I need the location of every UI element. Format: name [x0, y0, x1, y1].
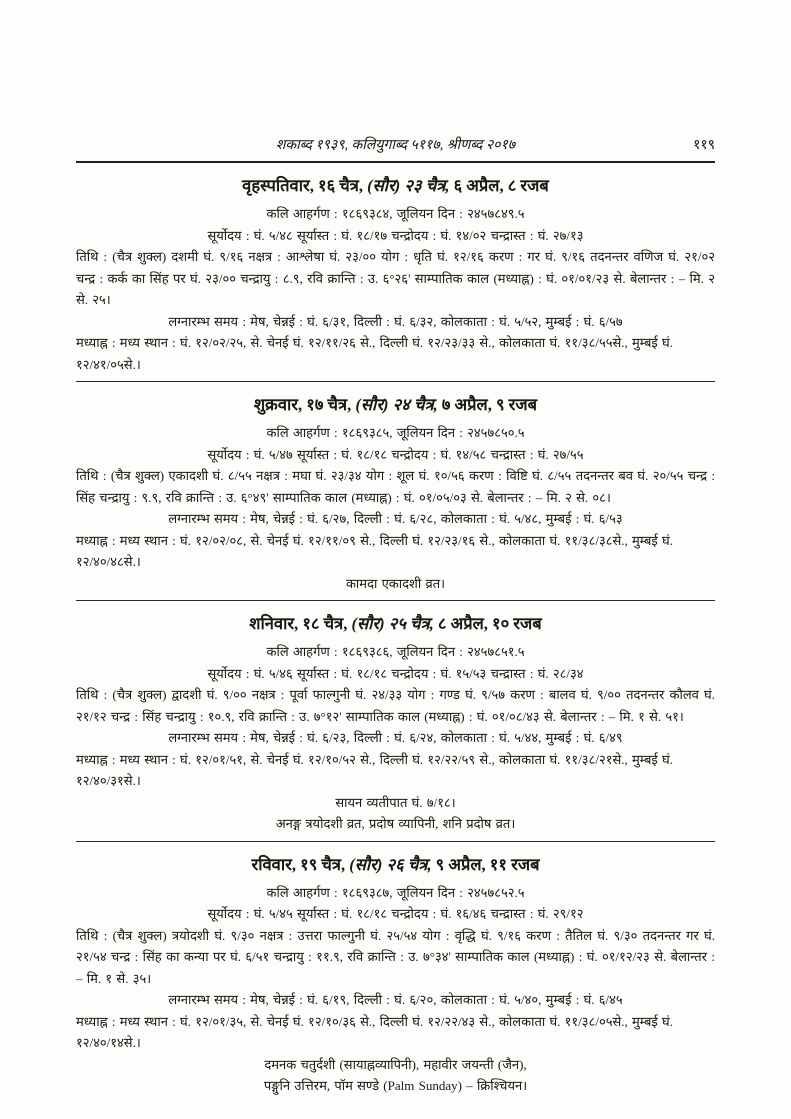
day-heading-solar-date: (सौर) २४ चैत्र,: [355, 395, 438, 414]
festival-note-line: पङ्गुनि उत्तिरम, पॉम सण्डे (Palm Sunday) – क्रिश्चियन।: [263, 1078, 528, 1093]
lagna-start-times-line: लग्नारम्भ समय : मेष, चेन्नई : घं. ६/२७, दिल्ली : घं. ६/२८, कोलकाता : घं. ५/४८, मुम्बई : घं. ६/५३: [168, 511, 623, 526]
lagna-start-times-line: लग्नारम्भ समय : मेष, चेन्नई : घं. ६/१९, दिल्ली : घं. ६/२०, कोलकाता : घं. ५/४०, मुम्बई : घं. ६/४५: [168, 992, 623, 1007]
day-heading: [76, 393, 715, 417]
day-heading-gregorian-hijri-date: ८ अप्रैल, १० रजब: [433, 614, 542, 633]
kali-ahargana-julian-line: कलि आहर्गण : १८६९३८५, जूलियन दिन : २४५७८५०.५: [266, 425, 525, 440]
tithi-nakshatra-yoga-karana-line: तिथि : (चैत्र शुक्ल) द्वादशी घं. ९/०० नक्षत्र : पूर्वा फाल्गुनी घं. २४/३३ योग : गण्ड घं. ९/५७ करण : बालव घं. ९/०० तदनन्तर कौलव घं. २१/१२ चन्द्र : सिंह चन्द्रायु : १०.९, रवि क्रान्ति : उ. ७°१२' साम्पातिक काल (मध्याह्न) : घं. ०१/०८/४३ से. बेलान्तर : – मि. १ से. ५१।: [76, 687, 715, 724]
day-heading: [76, 853, 715, 877]
day-heading-solar-date: (सौर) २६ चैत्र,: [349, 854, 432, 874]
day-section-saturday: [76, 612, 715, 835]
festival-note-line: कामदा एकादशी व्रत।: [345, 575, 446, 591]
section-divider: [76, 381, 715, 382]
sun-moon-times-line: सूर्योदय : घं. ५/४८ सूर्यास्त : घं. १८/१७ चन्द्रोदय : घं. १४/०२ चन्द्रास्त : घं. २७/१३: [207, 227, 584, 243]
section-divider: [76, 841, 715, 842]
day-heading-lunar-date: रविवार, १९ चैत्र,: [251, 854, 350, 874]
festival-note-line: अनङ्ग त्रयोदशी व्रत, प्रदोष व्यापिनी, शनि प्रदोष व्रत।: [275, 816, 516, 831]
tithi-nakshatra-yoga-karana-line: तिथि : (चैत्र शुक्ल) दशमी घं. ९/१६ नक्षत्र : आश्लेषा घं. २३/०० योग : धृति घं. १२/१६ करण : गर घं. ९/१६ तदनन्तर वणिज घं. २१/०२ चन्द्र : कर्क का सिंह पर घं. २३/०० चन्द्रायु : ८.९, रवि क्रान्ति : उ. ६°२६' साम्पातिक काल (मध्याह्न) : घं. ०१/०१/२३ से. बेलान्तर : – मि. २ से. २५।: [76, 249, 715, 307]
day-section-thursday: [76, 174, 715, 375]
madhyahna-times-line: मध्याह्न : मध्य स्थान : घं. १२/०२/०८, से. चेनई घं. १२/११/०९ से., दिल्ली घं. १२/२३/१६ से., कोलकाता घं. ११/३८/३८से., मुम्बई घं. १२/४०/४८से.।: [76, 532, 673, 569]
tithi-nakshatra-yoga-karana-line: तिथि : (चैत्र शुक्ल) त्रयोदशी घं. ९/३० नक्षत्र : उत्तरा फाल्गुनी घं. २५/५४ योग : वृद्धि घं. ९/१६ करण : तैतिल घं. ९/३० तदनन्तर गर घं. २१/५४ चन्द्र : सिंह का कन्या पर घं. ६/५१ चन्द्रायु : ११.९, रवि क्रान्ति : उ. ७°३४' साम्पातिक काल (मध्याह्न) : घं. ०१/१२/२३ से. बेलान्तर : – मि. १ से. ३५।: [76, 927, 715, 986]
day-heading-solar-date: (सौर) २५ चैत्र,: [351, 614, 434, 633]
era-line: शकाब्द १९३९, कलियुगाब्द ५११७, श्रीणब्द २०१७: [275, 138, 516, 153]
page-number: ११९: [693, 138, 715, 153]
sun-moon-times-line: सूर्योदय : घं. ५/४७ सूर्यास्त : घं. १८/१८ चन्द्रोदय : घं. १४/५८ चन्द्रास्त : घं. २७/५५: [207, 446, 584, 462]
day-heading-lunar-date: वृहस्पतिवार, १६ चैत्र,: [242, 176, 368, 195]
day-heading: [76, 612, 715, 636]
sun-moon-times-line: सूर्योदय : घं. ५/४६ सूर्यास्त : घं. १८/१८ चन्द्रोदय : घं. १५/५३ चन्द्रास्त : घं. २८/३४: [207, 665, 584, 681]
day-heading-gregorian-hijri-date: ९ अप्रैल, ११ रजब: [431, 854, 540, 874]
lagna-start-times-line: लग्नारम्भ समय : मेष, चेन्नई : घं. ६/२३, दिल्ली : घं. ६/२४, कोलकाता : घं. ५/४४, मुम्बई : घं. ६/४९: [168, 730, 623, 745]
sun-moon-times-line: सूर्योदय : घं. ५/४५ सूर्यास्त : घं. १८/१८ चन्द्रोदय : घं. १६/४६ चन्द्रास्त : घं. २९/१२: [207, 906, 584, 921]
day-heading-lunar-date: शनिवार, १८ चैत्र,: [249, 614, 352, 633]
header-rule: [76, 161, 715, 163]
madhyahna-times-line: मध्याह्न : मध्य स्थान : घं. १२/०१/३५, से. चेनई घं. १२/१०/३६ से., दिल्ली घं. १२/२२/४३ से., कोलकाता घं. ११/३८/०५से., मुम्बई घं. १२/४०/१४से.।: [76, 1013, 673, 1050]
kali-ahargana-julian-line: कलि आहर्गण : १८६९३८७, जूलियन दिन : २४५७८५२.५: [266, 884, 525, 900]
kali-ahargana-julian-line: कलि आहर्गण : १८६९३८६, जूलियन दिन : २४५७८५१.५: [266, 644, 525, 659]
day-section-friday: [76, 393, 715, 594]
kali-ahargana-julian-line: कलि आहर्गण : १८६९३८४, जूलियन दिन : २४५७८४९.५: [266, 206, 525, 221]
lagna-start-times-line: लग्नारम्भ समय : मेष, चेन्नई : घं. ६/३१, दिल्ली : घं. ६/३२, कोलकाता : घं. ५/५२, मुम्बई : घं. ६/५७: [168, 313, 623, 329]
festival-note-line: दमनक चतुर्दशी (सायाह्नव्यापिनी), महावीर जयन्ती (जैन),: [264, 1056, 527, 1072]
day-section-sunday: [76, 853, 715, 1097]
madhyahna-times-line: मध्याह्न : मध्य स्थान : घं. १२/०१/५१, से. चेनई घं. १२/१०/५२ से., दिल्ली घं. १२/२२/५९ से., कोलकाता घं. ११/३८/२१से., मुम्बई घं. १२/४०/३१से.।: [76, 751, 673, 788]
day-heading-lunar-date: शुक्रवार, १७ चैत्र,: [253, 395, 356, 414]
section-divider: [76, 600, 715, 601]
tithi-nakshatra-yoga-karana-line: तिथि : (चैत्र शुक्ल) एकादशी घं. ८/५५ नक्षत्र : मघा घं. २३/३४ योग : शूल घं. १०/५६ करण : विष्टि घं. ८/५५ तदनन्तर बव घं. २०/५५ चन्द्र : सिंह चन्द्रायु : ९.९, रवि क्रान्ति : उ. ६°४९' साम्पातिक काल (मध्याह्न) : घं. ०१/०५/०३ से. बेलान्तर : – मि. २ से. ०८।: [76, 468, 715, 505]
day-heading-gregorian-hijri-date: ७ अप्रैल, ९ रजब: [437, 395, 538, 414]
day-heading-gregorian-hijri-date: ६ अप्रैल, ८ रजब: [449, 176, 549, 195]
page-header: [76, 136, 715, 156]
day-heading: [76, 174, 715, 198]
madhyahna-times-line: मध्याह्न : मध्य स्थान : घं. १२/०२/२५, से. चेनई घं. १२/११/२६ से., दिल्ली घं. १२/२३/३३ से., कोलकाता घं. ११/३८/५५से., मुम्बई घं. १२/४१/०५से.।: [76, 335, 673, 372]
sayana-vyatipata-line: सायन व्यतीपात घं. ७/१८।: [335, 794, 456, 810]
day-heading-solar-date: (सौर) २३ चैत्र,: [367, 176, 450, 195]
